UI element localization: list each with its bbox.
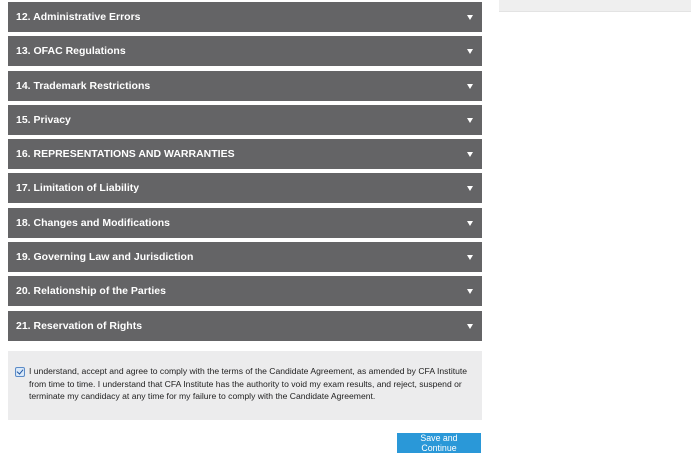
- accordion-item-label: 16. REPRESENTATIONS AND WARRANTIES: [16, 148, 235, 161]
- accordion-item-governing-law[interactable]: [8, 242, 482, 272]
- accordion-item-administrative-errors[interactable]: [8, 2, 482, 32]
- accordion-item-relationship-of-parties[interactable]: [8, 276, 482, 306]
- accordion-item-reservation-of-rights[interactable]: [8, 311, 482, 341]
- accordion-item-label: 13. OFAC Regulations: [16, 45, 126, 58]
- chevron-down-icon: [467, 255, 473, 260]
- accordion-item-label: 21. Reservation of Rights: [16, 319, 143, 332]
- accordion-item-label: 20. Relationship of the Parties: [16, 285, 166, 298]
- chevron-down-icon: [467, 118, 473, 123]
- accordion-item-label: 12. Administrative Errors: [16, 11, 141, 23]
- chevron-down-icon: [467, 221, 473, 226]
- chevron-down-icon: [467, 152, 473, 157]
- accordion-item-representations-and-warranties[interactable]: [8, 139, 482, 169]
- accordion-item-label: 15. Privacy: [16, 113, 71, 126]
- accordion-item-label: 19. Governing Law and Jurisdiction: [16, 251, 194, 264]
- chevron-down-icon: [467, 84, 473, 89]
- accordion-item-limitation-of-liability[interactable]: [8, 173, 482, 203]
- accordion-item-label: 17. Limitation of Liability: [16, 182, 140, 195]
- accordion-item-label: 14. Trademark Restrictions: [16, 79, 151, 92]
- chevron-down-icon: [467, 324, 473, 329]
- agreement-sections-accordion: [8, 2, 482, 345]
- chevron-down-icon: [467, 49, 473, 54]
- agreement-text: I understand, accept and agree to comply with the terms of the Candidate Agreement, as amended by CFA Institute from time to time. I understand that CFA Institute has the authority to void my exam results, and reject, suspend or terminate my candidacy at any time for my failure to comply with the Candidate Agreement.: [29, 366, 468, 401]
- accordion-item-trademark-restrictions[interactable]: [8, 71, 482, 101]
- chevron-down-icon: [467, 186, 473, 191]
- chevron-down-icon: [467, 15, 473, 20]
- side-panel: [499, 0, 691, 12]
- accordion-item-label: 18. Changes and Modifications: [16, 216, 171, 229]
- agreement-confirmation: [8, 351, 482, 420]
- chevron-down-icon: [467, 289, 473, 294]
- accordion-item-changes-and-modifications[interactable]: [8, 208, 482, 238]
- agree-checkbox[interactable]: [15, 367, 25, 377]
- save-and-continue-button[interactable]: Save and Continue: [397, 433, 481, 453]
- accordion-item-ofac-regulations[interactable]: [8, 36, 482, 66]
- accordion-item-privacy[interactable]: [8, 105, 482, 135]
